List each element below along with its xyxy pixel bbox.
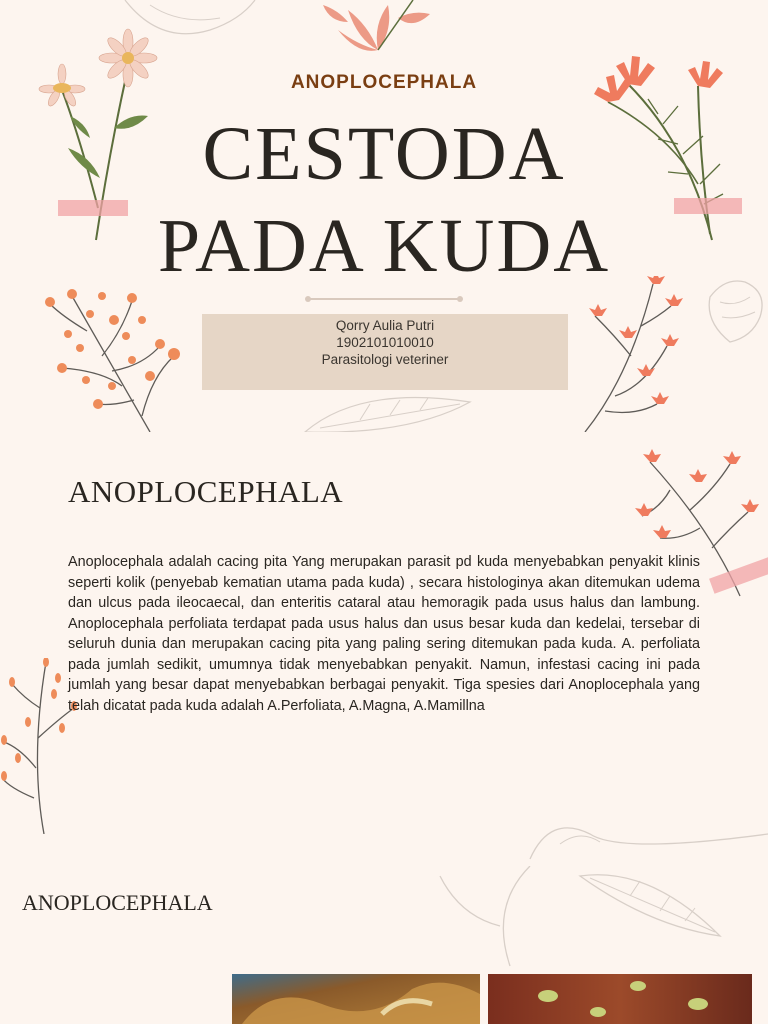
subtitle: ANOPLOCEPHALA <box>290 72 478 93</box>
main-title <box>0 108 768 292</box>
author-info-box <box>202 314 568 390</box>
anoplocephala-photo-1 <box>232 974 480 1024</box>
anoplocephala-photo-2 <box>488 974 752 1024</box>
student-id: 1902101010010 <box>336 335 434 350</box>
orange-flower-branch-icon <box>575 276 685 432</box>
section-heading: ANOPLOCEPHALA <box>22 890 213 915</box>
title-slide <box>0 0 768 432</box>
title-line-2: PADA KUDA <box>157 204 611 288</box>
coral-flower-icon <box>318 0 438 62</box>
berry-branch-icon <box>42 276 187 432</box>
leaf-outline-decoration <box>520 814 768 864</box>
section-heading: ANOPLOCEPHALA <box>68 474 344 509</box>
body-paragraph: Anoplocephala adalah cacing pita Yang merupakan parasit pd kuda menyebabkan penyakit klinis seperti kolik (penyebab kematian utama pada kuda) , secara histologinya akan ditemukan udema dan ulcus pada ileocaecal, dan enteritis cataral atau hemoragik pada usus halus dan lambung. Anoplocephala perfoliata terdapat pada usus halus dan usus besar kuda dan kedelai, tersebar di seluruh dunia dan merupakan cacing pita yang paling sering ditemukan pada kuda. A. perfoliata pada jumlah sedikit, umumnya tidak menyebabkan penyakit. Namun, infestasi cacing ini pada jumlah yang besar dapat menyebabkan berbagai penyakit. Tiga spesies dari Anoplocephala yang telah dicatat pada kuda adalah A.Perfoliata, A.Magna, A.Mamillna <box>68 554 700 714</box>
author-name: Qorry Aulia Putri <box>335 318 435 333</box>
image-slide <box>0 866 768 1024</box>
leaf-outline-decoration <box>300 390 480 432</box>
title-line-1: CESTODA <box>202 112 566 196</box>
divider <box>308 298 460 300</box>
leaf-outline-decoration <box>430 866 768 974</box>
course-name: Parasitologi veteriner <box>321 352 449 367</box>
content-slide <box>0 434 768 864</box>
